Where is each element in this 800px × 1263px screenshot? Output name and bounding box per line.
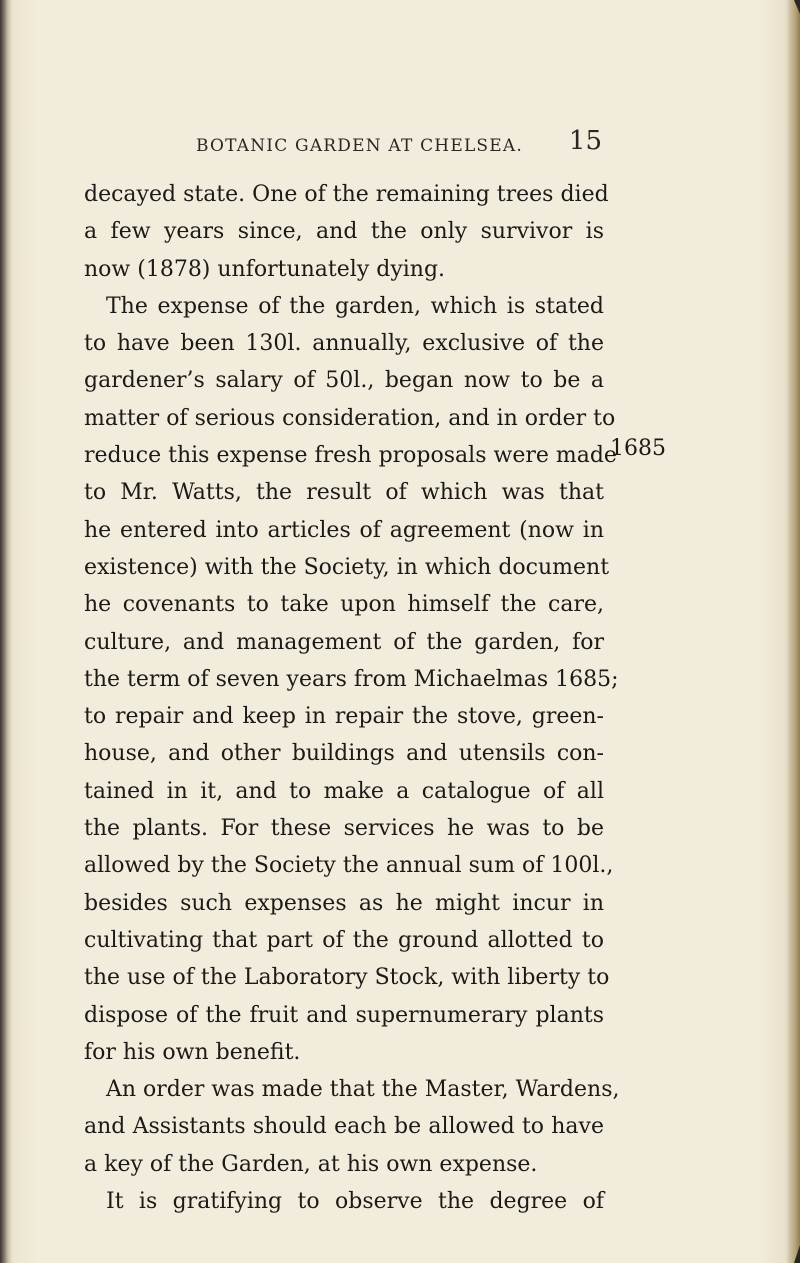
text-line: besides such expenses as he might incur in <box>84 890 604 916</box>
text-line: he covenants to take upon himself the care, <box>84 592 604 618</box>
text-line: now (1878) unfortunately dying. <box>84 256 446 282</box>
page-corner-mark-top <box>794 0 800 14</box>
text-line: reduce this expense fresh proposals were made <box>84 443 617 469</box>
body-text <box>84 176 620 1220</box>
page-edge <box>786 0 800 1263</box>
text-line: dispose of the fruit and supernumerary plants <box>84 1002 604 1028</box>
page-corner-mark-bottom <box>794 1245 800 1263</box>
text-line: a few years since, and the only survivor is <box>84 219 604 245</box>
text-line: to Mr. Watts, the result of which was that <box>84 480 604 506</box>
text-line: matter of serious consideration, and in order to <box>84 405 616 431</box>
page-gutter-shadow <box>0 0 12 1263</box>
text-line: allowed by the Society the annual sum of 100l., <box>84 853 614 879</box>
text-line: for his own benefit. <box>84 1039 301 1065</box>
page-header <box>196 128 602 168</box>
text-line: existence) with the Society, in which document <box>84 554 610 580</box>
text-line: to repair and keep in repair the stove, green- <box>84 704 604 730</box>
text-line: tained in it, and to make a catalogue of all <box>84 778 604 804</box>
text-line: the plants. For these services he was to be <box>84 816 604 842</box>
text-line: culture, and management of the garden, for <box>84 629 604 655</box>
text-line: The expense of the garden, which is stated <box>106 293 604 319</box>
text-line: and Assistants should each be allowed to have <box>84 1114 604 1140</box>
text-line: the term of seven years from Michaelmas 1685; <box>84 666 619 692</box>
text-line: a key of the Garden, at his own expense. <box>84 1151 538 1177</box>
text-line: gardener’s salary of 50l., began now to be a <box>84 368 604 394</box>
text-line: It is gratifying to observe the degree of <box>106 1189 604 1215</box>
text-line: cultivating that part of the ground allotted to <box>84 927 604 953</box>
running-title: BOTANIC GARDEN AT CHELSEA. <box>196 136 523 156</box>
margin-year-note: 1685 <box>610 436 666 461</box>
text-line: decayed state. One of the remaining trees died <box>84 182 609 207</box>
text-line: he entered into articles of agreement (now in <box>84 517 604 543</box>
page-number: 15 <box>568 126 602 156</box>
text-line: the use of the Laboratory Stock, with liberty to <box>84 965 610 991</box>
text-line: house, and other buildings and utensils con- <box>84 741 604 767</box>
text-line: to have been 130l. annually, exclusive of the <box>84 331 604 357</box>
text-line: An order was made that the Master, Wardens, <box>106 1077 620 1103</box>
